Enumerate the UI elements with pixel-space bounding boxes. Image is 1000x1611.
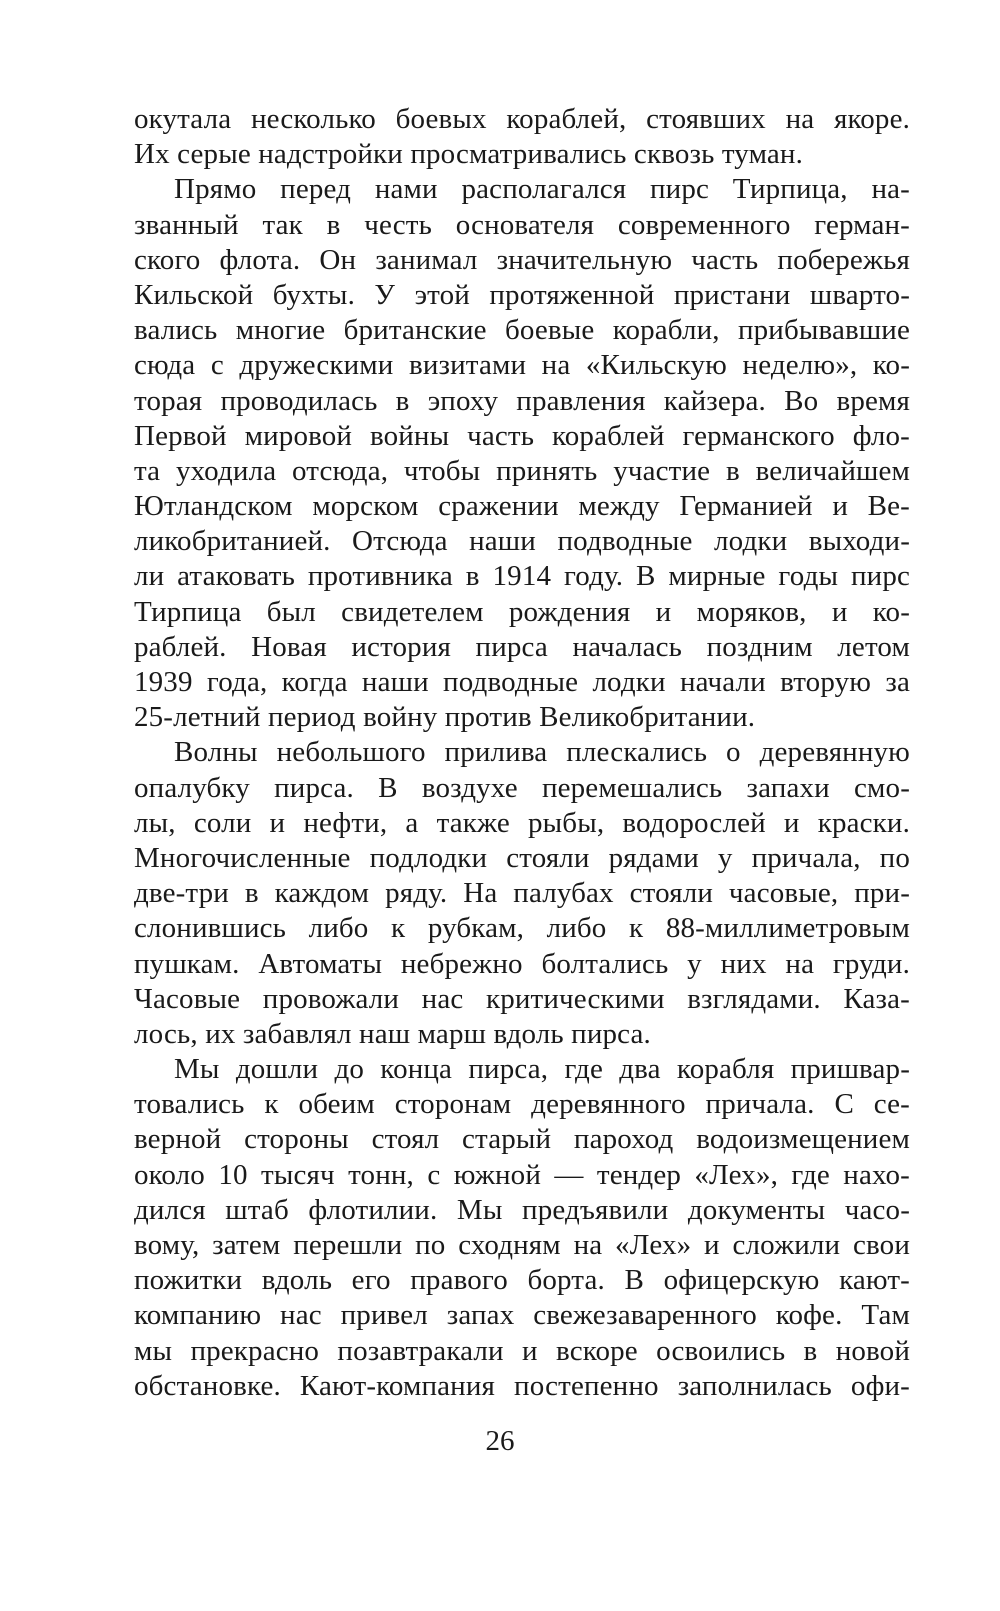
text-line: вому, затем перешли по сходням на «Лех» и сложили свои xyxy=(134,1229,910,1261)
text-line: Кильской бухты. У этой протяженной пристани шварто- xyxy=(134,278,910,311)
text-line: слонившись либо к рубкам, либо к 88-миллиметровым xyxy=(134,912,910,945)
text-line: верной стороны стоял старый пароход водоизмещением xyxy=(134,1123,910,1156)
page-number: 26 xyxy=(485,1425,515,1457)
text-line: Многочисленные подлодки стояли рядами у причала, по xyxy=(134,841,910,874)
text-line: пожитки вдоль его правого борта. В офицерскую кают- xyxy=(134,1264,910,1297)
text-line: лось, их забавлял наш марш вдоль пирса. xyxy=(134,1017,651,1050)
text-line: вались многие британские боевые корабли, прибывавшие xyxy=(134,314,910,347)
text-line: товались к обеим сторонам деревянного причала. С се- xyxy=(134,1088,910,1121)
body-text xyxy=(134,102,910,1404)
text-line: обстановке. Кают-компания постепенно заполнилась офи- xyxy=(134,1369,910,1402)
text-line: лы, соли и нефти, а также рыбы, водорослей и краски. xyxy=(134,806,910,839)
paragraph-start-line: Волны небольшого прилива плескались о деревянную xyxy=(174,736,910,769)
paragraph-start-line: Прямо перед нами располагался пирс Тирпица, на- xyxy=(174,173,910,206)
text-line: сюда с дружескими визитами на «Кильскую неделю», ко- xyxy=(134,349,910,382)
text-line: опалубку пирса. В воздухе перемешались запахи смо- xyxy=(134,771,910,804)
text-line: окутала несколько боевых кораблей, стоявших на якоре. xyxy=(134,103,910,135)
text-line: две-три в каждом ряду. На палубах стояли часовые, при- xyxy=(134,877,910,910)
text-line: та уходила отсюда, чтобы принять участие в величайшем xyxy=(134,454,910,487)
text-line: мы прекрасно позавтракали и вскоре освоились в новой xyxy=(134,1334,910,1367)
text-line: ли атаковать противника в 1914 году. В мирные годы пирс xyxy=(134,560,910,593)
text-line: Первой мировой войны часть кораблей германского фло- xyxy=(134,419,910,452)
text-line: пушкам. Автоматы небрежно болтались у них на груди. xyxy=(134,947,910,980)
paragraph-start-line: Мы дошли до конца пирса, где два корабля пришвар- xyxy=(174,1053,910,1086)
text-line: 25-летний период войну против Великобритании. xyxy=(134,701,756,734)
text-line: Их серые надстройки просматривались сквозь туман. xyxy=(134,138,803,171)
text-line: Тирпица был свидетелем рождения и моряков, и ко- xyxy=(134,595,910,628)
text-line: ликобританией. Отсюда наши подводные лодки выходи- xyxy=(134,525,910,558)
text-line: званный так в честь основателя современного герман- xyxy=(134,208,910,241)
text-line: дился штаб флотилии. Мы предъявили документы часо- xyxy=(134,1193,910,1226)
text-line: торая проводилась в эпоху правления кайзера. Во время xyxy=(134,384,910,417)
text-line: компанию нас привел запах свежезаваренного кофе. Там xyxy=(134,1299,910,1332)
text-line: 1939 года, когда наши подводные лодки начали вторую за xyxy=(134,666,910,698)
text-line: около 10 тысяч тонн, с южной — тендер «Лех», где нахо- xyxy=(134,1158,910,1191)
text-line: Ютландском морском сражении между Германией и Ве- xyxy=(134,490,910,523)
text-line: ского флота. Он занимал значительную часть побережья xyxy=(134,243,910,276)
text-line: раблей. Новая история пирса началась поздним летом xyxy=(134,630,910,663)
text-line: Часовые провожали нас критическими взглядами. Каза- xyxy=(134,982,910,1015)
